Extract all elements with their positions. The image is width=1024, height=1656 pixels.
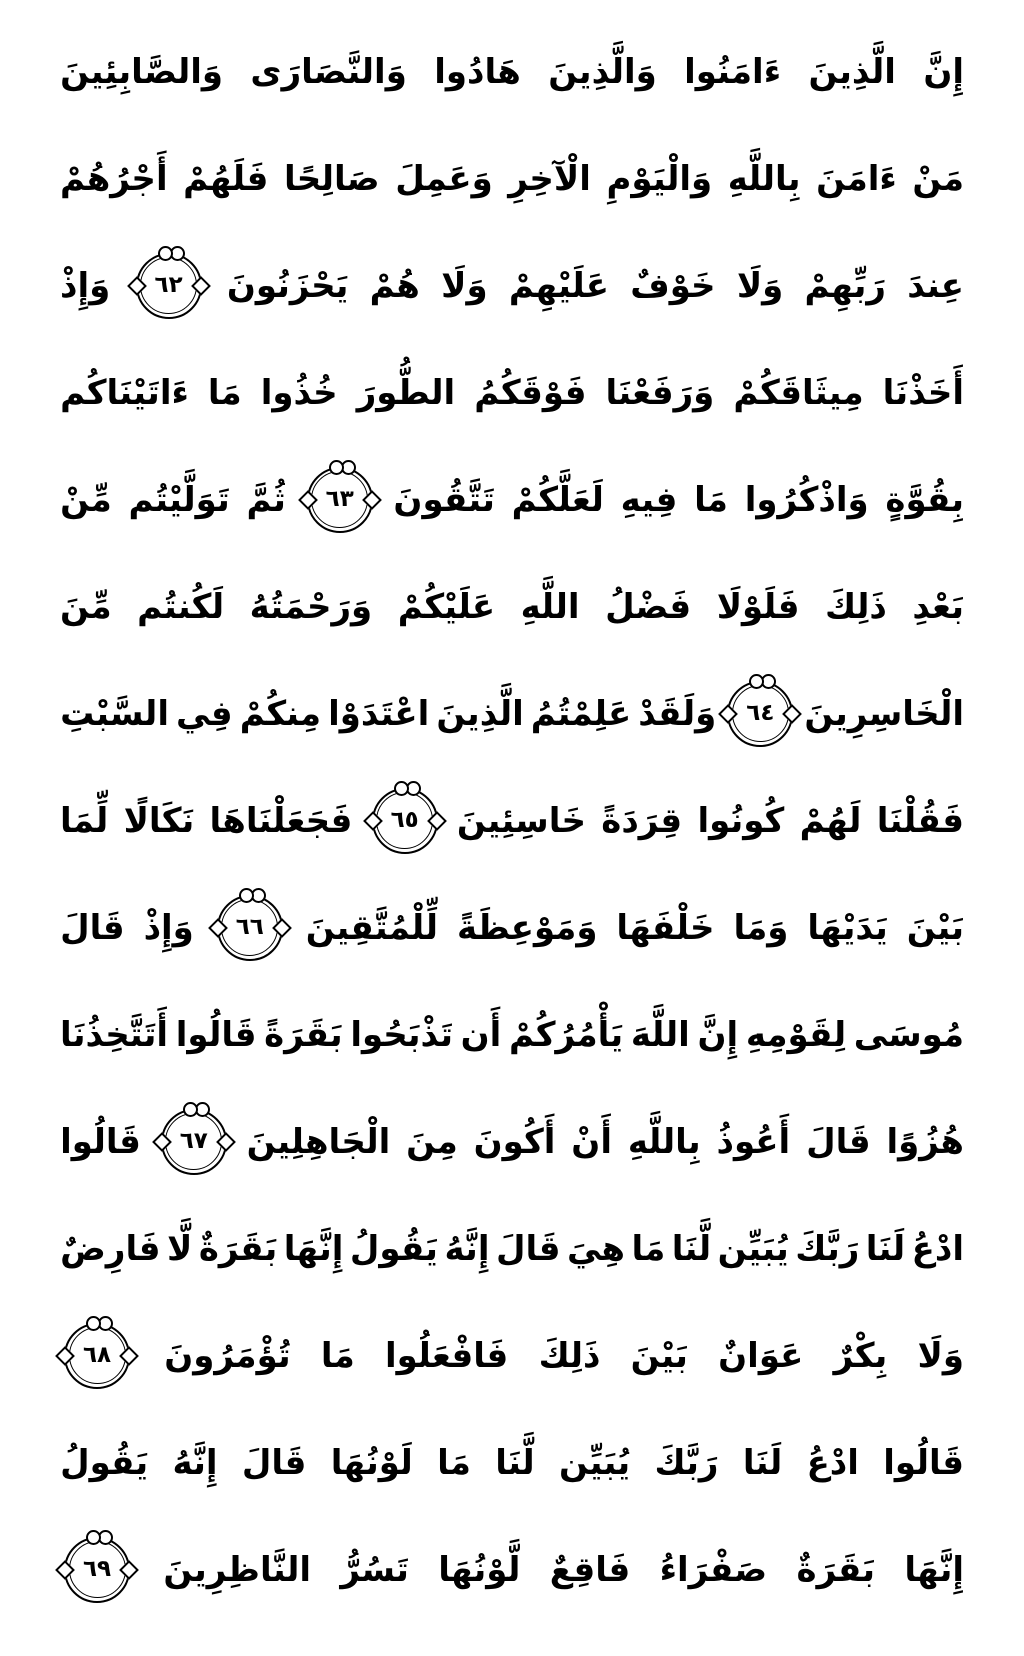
- word: يَقُولُ: [349, 1228, 438, 1269]
- verse-number: ٦٤: [746, 700, 775, 726]
- word: فَوْقَكُمُ: [474, 372, 587, 413]
- word: لِّلْمُتَّقِينَ: [305, 907, 439, 948]
- word: عَلِمْتُمُ: [530, 693, 632, 734]
- word: رَبَّكَ: [654, 1442, 719, 1483]
- word: الْجَاهِلِينَ: [246, 1121, 391, 1162]
- word: خَلْفَهَا: [616, 907, 715, 948]
- word: مَنْ: [912, 158, 964, 199]
- text-block: [60, 18, 964, 1623]
- word: ادْعُ: [911, 1228, 964, 1269]
- word: وَمَوْعِظَةً: [456, 907, 598, 948]
- mushaf-line: [60, 339, 964, 446]
- word: إِنَّهَا: [904, 1549, 964, 1590]
- mushaf-line: [60, 18, 964, 125]
- word: وَرَفَعْنَا: [605, 372, 715, 413]
- word: أَنْ: [571, 1121, 612, 1162]
- verse-end-marker: [64, 1323, 130, 1389]
- word: وَالَّذِينَ: [548, 51, 657, 92]
- word: لِقَوْمِهِ: [745, 1014, 847, 1055]
- mushaf-line: [60, 446, 964, 553]
- word: وَلَا: [441, 265, 488, 306]
- word: هِيَ: [566, 1228, 625, 1269]
- word: ءَامَنَ: [816, 158, 897, 199]
- word: إِنَّهُ: [172, 1442, 218, 1483]
- word: لَهُمْ: [799, 800, 862, 841]
- word: بَعْدِ: [912, 586, 964, 627]
- word: قَالَ: [60, 907, 125, 948]
- word: ثُمَّ: [246, 479, 286, 520]
- word: قَالُوا: [175, 1014, 257, 1055]
- verse-end-marker: [217, 895, 283, 961]
- word: ادْعُ: [806, 1442, 859, 1483]
- word: مَا: [631, 1228, 666, 1269]
- word: وَلَقَدْ: [638, 693, 717, 734]
- word: فَقُلْنَا: [876, 800, 964, 841]
- word: الْآخِرِ: [508, 158, 591, 199]
- word: بَقَرَةٌ: [796, 1549, 875, 1590]
- word: رَبِّهِمْ: [804, 265, 886, 306]
- verse-number: ٦٥: [390, 807, 419, 833]
- word: يَأْمُرُكُمْ: [509, 1014, 624, 1055]
- word: لَوْنُهَا: [330, 1442, 413, 1483]
- word: النَّاظِرِينَ: [163, 1549, 312, 1590]
- mushaf-line: [60, 874, 964, 981]
- word: وَعَمِلَ: [395, 158, 493, 199]
- word: ءَاتَيْنَاكُم: [60, 372, 189, 413]
- word: وَلَا: [736, 265, 784, 306]
- word: تَسُرُّ: [340, 1549, 409, 1590]
- word: ذَلِكَ: [825, 586, 887, 627]
- word: لَّنَا: [495, 1442, 535, 1483]
- word: وَرَحْمَتُهُ: [249, 586, 373, 627]
- word: عِندَ: [907, 265, 964, 306]
- word: تُؤْمَرُونَ: [164, 1335, 291, 1376]
- word: فَلَهُمْ: [183, 158, 269, 199]
- word: وَمَا: [733, 907, 789, 948]
- verse-end-marker: [372, 788, 438, 854]
- word: السَّبْتِ: [60, 693, 169, 734]
- word: إِنَّهُ: [444, 1228, 490, 1269]
- word: يُبَيِّن: [717, 1228, 789, 1269]
- word: لَّا: [167, 1228, 193, 1269]
- word: أَكُونَ: [473, 1121, 556, 1162]
- word: وَالنَّصَارَى: [250, 51, 407, 92]
- verse-end-marker: [161, 1109, 227, 1175]
- mushaf-line: [60, 232, 964, 339]
- word: أَعُوذُ: [716, 1121, 791, 1162]
- verse-number: ٦٩: [83, 1556, 112, 1582]
- word: قِرَدَةً: [601, 800, 683, 841]
- word: بِكْرٌ: [833, 1335, 888, 1376]
- word: فِي: [176, 693, 233, 734]
- mushaf-line: [60, 1516, 964, 1623]
- word: فَاقِعٌ: [549, 1549, 631, 1590]
- word: لِّمَا: [60, 800, 109, 841]
- word: يُبَيِّن: [559, 1442, 631, 1483]
- word: اللَّهِ: [520, 586, 580, 627]
- word: أَن: [460, 1014, 502, 1055]
- word: اللَّهَ: [630, 1014, 690, 1055]
- word: لَنَا: [742, 1442, 783, 1483]
- verse-number: ٦٨: [82, 1342, 112, 1368]
- word: إِنَّ: [697, 1014, 739, 1055]
- word: لَكُنتُم: [137, 586, 225, 627]
- word: صَالِحًا: [283, 158, 380, 199]
- word: هَادُوا: [434, 51, 521, 92]
- verse-number: ٦٦: [235, 914, 264, 940]
- word: مِنكُمْ: [239, 693, 322, 734]
- mushaf-line: [60, 767, 964, 874]
- word: وَالصَّابِئِينَ: [60, 51, 224, 92]
- word: بَيْنَ: [630, 1335, 688, 1376]
- word: بَيْنَ: [906, 907, 964, 948]
- word: إِنَّهَا: [283, 1228, 344, 1269]
- mushaf-line: [60, 1409, 964, 1516]
- verse-number: ٦٧: [179, 1128, 208, 1154]
- word: الْخَاسِرِينَ: [804, 693, 964, 734]
- word: بِقُوَّةٍ: [885, 479, 964, 520]
- word: مِنَ: [406, 1121, 458, 1162]
- word: خَوْفٌ: [630, 265, 716, 306]
- word: نَكَالًا: [123, 800, 195, 841]
- word: بَقَرَةً: [264, 1014, 343, 1055]
- mushaf-line: [60, 1195, 964, 1302]
- mushaf-line: [60, 553, 964, 660]
- word: عَلَيْهِمْ: [508, 265, 609, 306]
- word: خَاسِئِينَ: [456, 800, 586, 841]
- word: قَالُوا: [883, 1442, 964, 1483]
- word: بِاللَّهِ: [627, 1121, 701, 1162]
- word: قَالَ: [241, 1442, 307, 1483]
- word: مُوسَى: [853, 1014, 964, 1055]
- word: وَالْيَوْمِ: [606, 158, 713, 199]
- word: قَالَ: [495, 1228, 561, 1269]
- word: مَا: [320, 1335, 355, 1376]
- word: قَالَ: [806, 1121, 871, 1162]
- word: خُذُوا: [260, 372, 338, 413]
- word: إِنَّ: [923, 51, 964, 92]
- word: وَاذْكُرُوا: [744, 479, 869, 520]
- word: وَلَا: [917, 1335, 964, 1376]
- word: عَوَانٌ: [718, 1335, 804, 1376]
- verse-end-marker: [136, 253, 202, 319]
- word: تَتَّقُونَ: [393, 479, 495, 520]
- verse-end-marker: [727, 681, 793, 747]
- word: لَعَلَّكُمْ: [511, 479, 604, 520]
- word: فَضْلُ: [605, 586, 692, 627]
- word: بِاللَّهِ: [727, 158, 801, 199]
- mushaf-line: [60, 125, 964, 232]
- mushaf-line: [60, 1088, 964, 1195]
- mushaf-line: [60, 660, 964, 767]
- word: اعْتَدَوْا: [328, 693, 430, 734]
- verse-number: ٦٣: [325, 486, 354, 512]
- word: صَفْرَاءُ: [659, 1549, 768, 1590]
- word: مَا: [694, 479, 728, 520]
- word: كُونُوا: [697, 800, 785, 841]
- word: مَا: [437, 1442, 471, 1483]
- verse-number: ٦٢: [154, 272, 183, 298]
- word: لَنَا: [865, 1228, 906, 1269]
- word: تَذْبَحُوا: [350, 1014, 453, 1055]
- word: أَجْرُهُمْ: [60, 158, 168, 199]
- word: مِّنْ: [60, 479, 112, 520]
- word: تَوَلَّيْتُم: [128, 479, 230, 520]
- word: ذَلِكَ: [538, 1335, 601, 1376]
- word: هُزُوًا: [886, 1121, 964, 1162]
- word: لَّوْنُهَا: [438, 1549, 521, 1590]
- mushaf-line: [60, 981, 964, 1088]
- word: الَّذِينَ: [808, 51, 896, 92]
- word: عَلَيْكُمْ: [397, 586, 496, 627]
- word: فَلَوْلَا: [716, 586, 800, 627]
- verse-end-marker: [64, 1537, 130, 1603]
- word: رَبَّكَ: [795, 1228, 860, 1269]
- word: أَتَتَّخِذُنَا: [60, 1014, 168, 1055]
- word: يَدَيْهَا: [807, 907, 888, 948]
- word: الطُّورَ: [356, 372, 456, 413]
- word: فِيهِ: [620, 479, 678, 520]
- word: وَإِذْ: [143, 907, 194, 948]
- word: فَافْعَلُوا: [384, 1335, 509, 1376]
- word: مِّنَ: [60, 586, 112, 627]
- mushaf-line: [60, 1302, 964, 1409]
- word: يَقُولُ: [60, 1442, 149, 1483]
- word: مَا: [207, 372, 242, 413]
- word: قَالُوا: [60, 1121, 141, 1162]
- word: يَحْزَنُونَ: [226, 265, 349, 306]
- word: الَّذِينَ: [436, 693, 524, 734]
- word: ءَامَنُوا: [684, 51, 782, 92]
- word: أَخَذْنَا: [882, 372, 964, 413]
- word: هُمْ: [369, 265, 420, 306]
- word: فَارِضٌ: [60, 1228, 161, 1269]
- word: وَإِذْ: [60, 265, 111, 306]
- word: مِيثَاقَكُمْ: [733, 372, 864, 413]
- verse-end-marker: [307, 467, 373, 533]
- word: بَقَرَةٌ: [198, 1228, 278, 1269]
- word: فَجَعَلْنَاهَا: [209, 800, 353, 841]
- word: لَّنَا: [671, 1228, 712, 1269]
